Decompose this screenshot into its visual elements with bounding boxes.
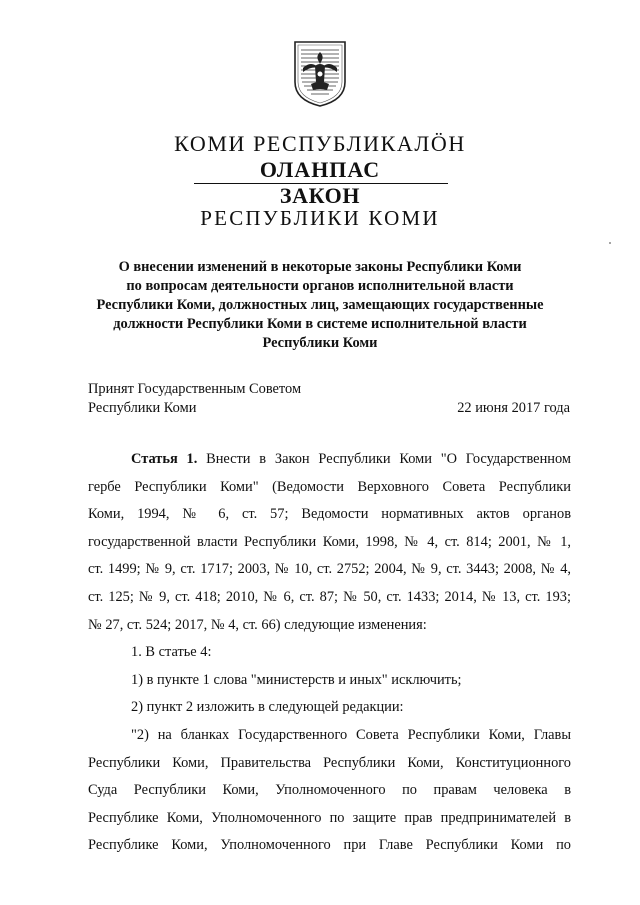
article-line: ст. 1499; № 9, ст. 1717; 2003, № 10, ст. 2752; 2004, № 9, ст. 3443; 2008, № 4, (88, 561, 571, 578)
adoption-date: 22 июня 2017 года (457, 400, 570, 416)
header-olanpas: ОЛАНПАС (259, 157, 381, 182)
adoption-line: Принят Государственным Советом (88, 381, 302, 397)
quote-line: Республики Коми, Правительства Республики Коми, Конституционного (88, 754, 571, 771)
article-subitem: 1) в пункте 1 слова "министерств и иных" исключить; (131, 671, 462, 688)
law-title-line: Республики Коми (262, 335, 378, 351)
article-line-text: Внести в Закон Республики Коми "О Государственном (197, 451, 571, 467)
coat-of-arms-emblem (291, 38, 349, 108)
article-line: гербе Республики Коми" (Ведомости Верховного Совета Республики (88, 478, 571, 495)
law-title-line: по вопросам деятельности органов исполнительной власти (126, 278, 514, 294)
law-title-line: Республики Коми, должностных лиц, замещающих государственные (96, 297, 544, 313)
article-item: 1. В статье 4: (131, 644, 212, 661)
adoption-statement (88, 380, 301, 418)
law-title-line: О внесении изменений в некоторые законы Республики Коми (118, 259, 522, 275)
article-line: Коми, 1994, № 6, ст. 57; Ведомости нормативных актов органов (88, 506, 571, 523)
article-line: ст. 125; № 9, ст. 418; 2010, № 6, ст. 87; № 50, ст. 1433; 2014, № 13, ст. 193; (88, 588, 571, 605)
quote-first-line: "2) на бланках Государственного Совета Республики Коми, Главы (131, 726, 571, 743)
article-body (88, 446, 571, 860)
quote-line: Республике Коми, Уполномоченного по защите прав предпринимателей в (88, 809, 571, 826)
law-title (0, 258, 640, 353)
adoption-line: Республики Коми (88, 400, 197, 416)
article-line: № 27, ст. 524; 2017, № 4, ст. 66) следующие изменения: (88, 616, 427, 633)
header-zakon: ЗАКОН (279, 183, 361, 208)
article-first-line (88, 446, 571, 474)
article-subitem: 2) пункт 2 изложить в следующей редакции: (131, 699, 404, 716)
quote-line: Республике Коми, Уполномоченного при Главе Республики Коми по (88, 837, 571, 854)
law-title-line: должности Республики Коми в системе исполнительной власти (113, 316, 527, 332)
header-komi: КОМИ РЕСПУБЛИКАЛӦН (174, 131, 466, 156)
article-line: государственной власти Республики Коми, 1998, № 4, ст. 814; 2001, № 1, (88, 533, 571, 550)
article-label: Статья 1. (131, 451, 198, 467)
quote-line: Суда Республики Коми, Уполномоченного по правам человека в (88, 782, 571, 799)
header-republic: РЕСПУБЛИКИ КОМИ (200, 206, 440, 230)
scan-speck (609, 242, 611, 244)
